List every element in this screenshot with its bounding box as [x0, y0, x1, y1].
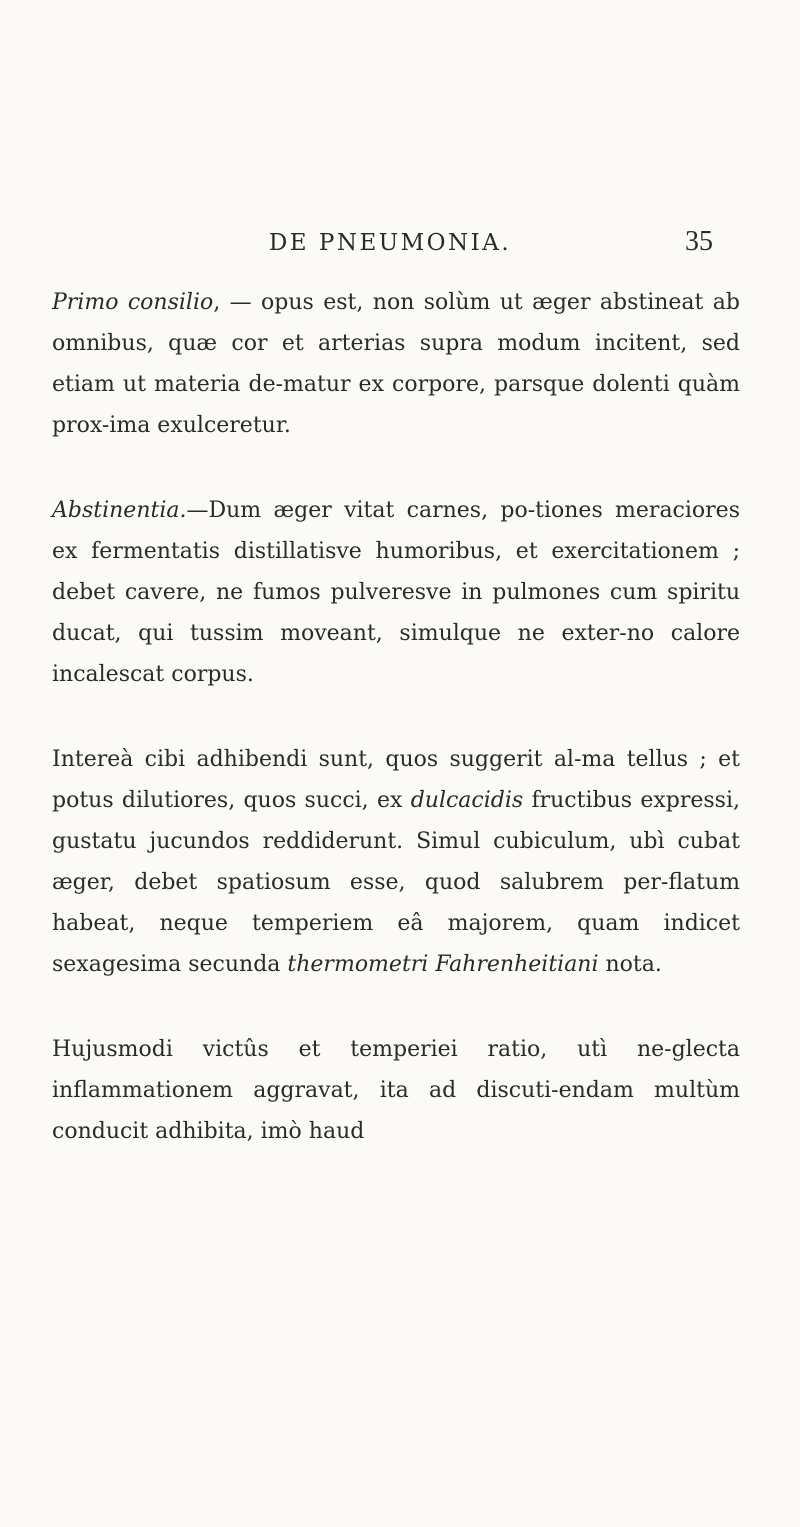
paragraph-text: , — opus est, non solùm ut æger abstineat ab omnibus, quæ cor et arterias supra modum incitent, sed etiam ut materia de-matur ex corpore, parsque dolenti quàm prox-ima exulceretur. [52, 290, 740, 438]
paragraph-primo-consilio [52, 282, 740, 446]
paragraph-abstinentia [52, 490, 740, 695]
paragraph-text: Intereà cibi adhibendi sunt, quos suggerit al-ma tellus ; et potus dilutiores, quos succi, ex [52, 747, 740, 813]
page-number: 35 [685, 226, 713, 257]
paragraph-text: —Dum æger vitat carnes, po-tiones meraciores ex fermentatis distillatisve humoribus, et exercitationem ; debet cavere, ne fumos pulveresve in pulmones cum spiritu ducat, qui tussim moveant, simulque ne exter-no calore incalescat corpus. [52, 498, 740, 687]
running-title: DE PNEUMONIA. [268, 230, 512, 256]
body-text [52, 282, 740, 1196]
paragraph-text: nota. [598, 952, 662, 977]
paragraph-lead: Abstinentia. [52, 498, 187, 523]
italic-term: dulcacidis [410, 788, 524, 813]
running-head [0, 222, 800, 272]
paragraph-text: Hujusmodi victûs et temperiei ratio, utì ne-glecta inflammationem aggravat, ita ad discuti-endam multùm conducit adhibita, imò haud [52, 1037, 740, 1144]
paragraph-interea [52, 739, 740, 985]
paragraph-hujusmodi [52, 1029, 740, 1152]
paragraph-text: fructibus expressi, gustatu jucundos reddiderunt. Simul cubiculum, ubì cubat æger, debet spatiosum esse, quod salubrem per-flatum habeat, neque temperiem eâ majorem, quam indicet sexagesima secunda [52, 788, 740, 977]
paragraph-lead: Primo consilio [52, 290, 214, 315]
italic-term: thermometri Fahrenheitiani [287, 952, 599, 977]
